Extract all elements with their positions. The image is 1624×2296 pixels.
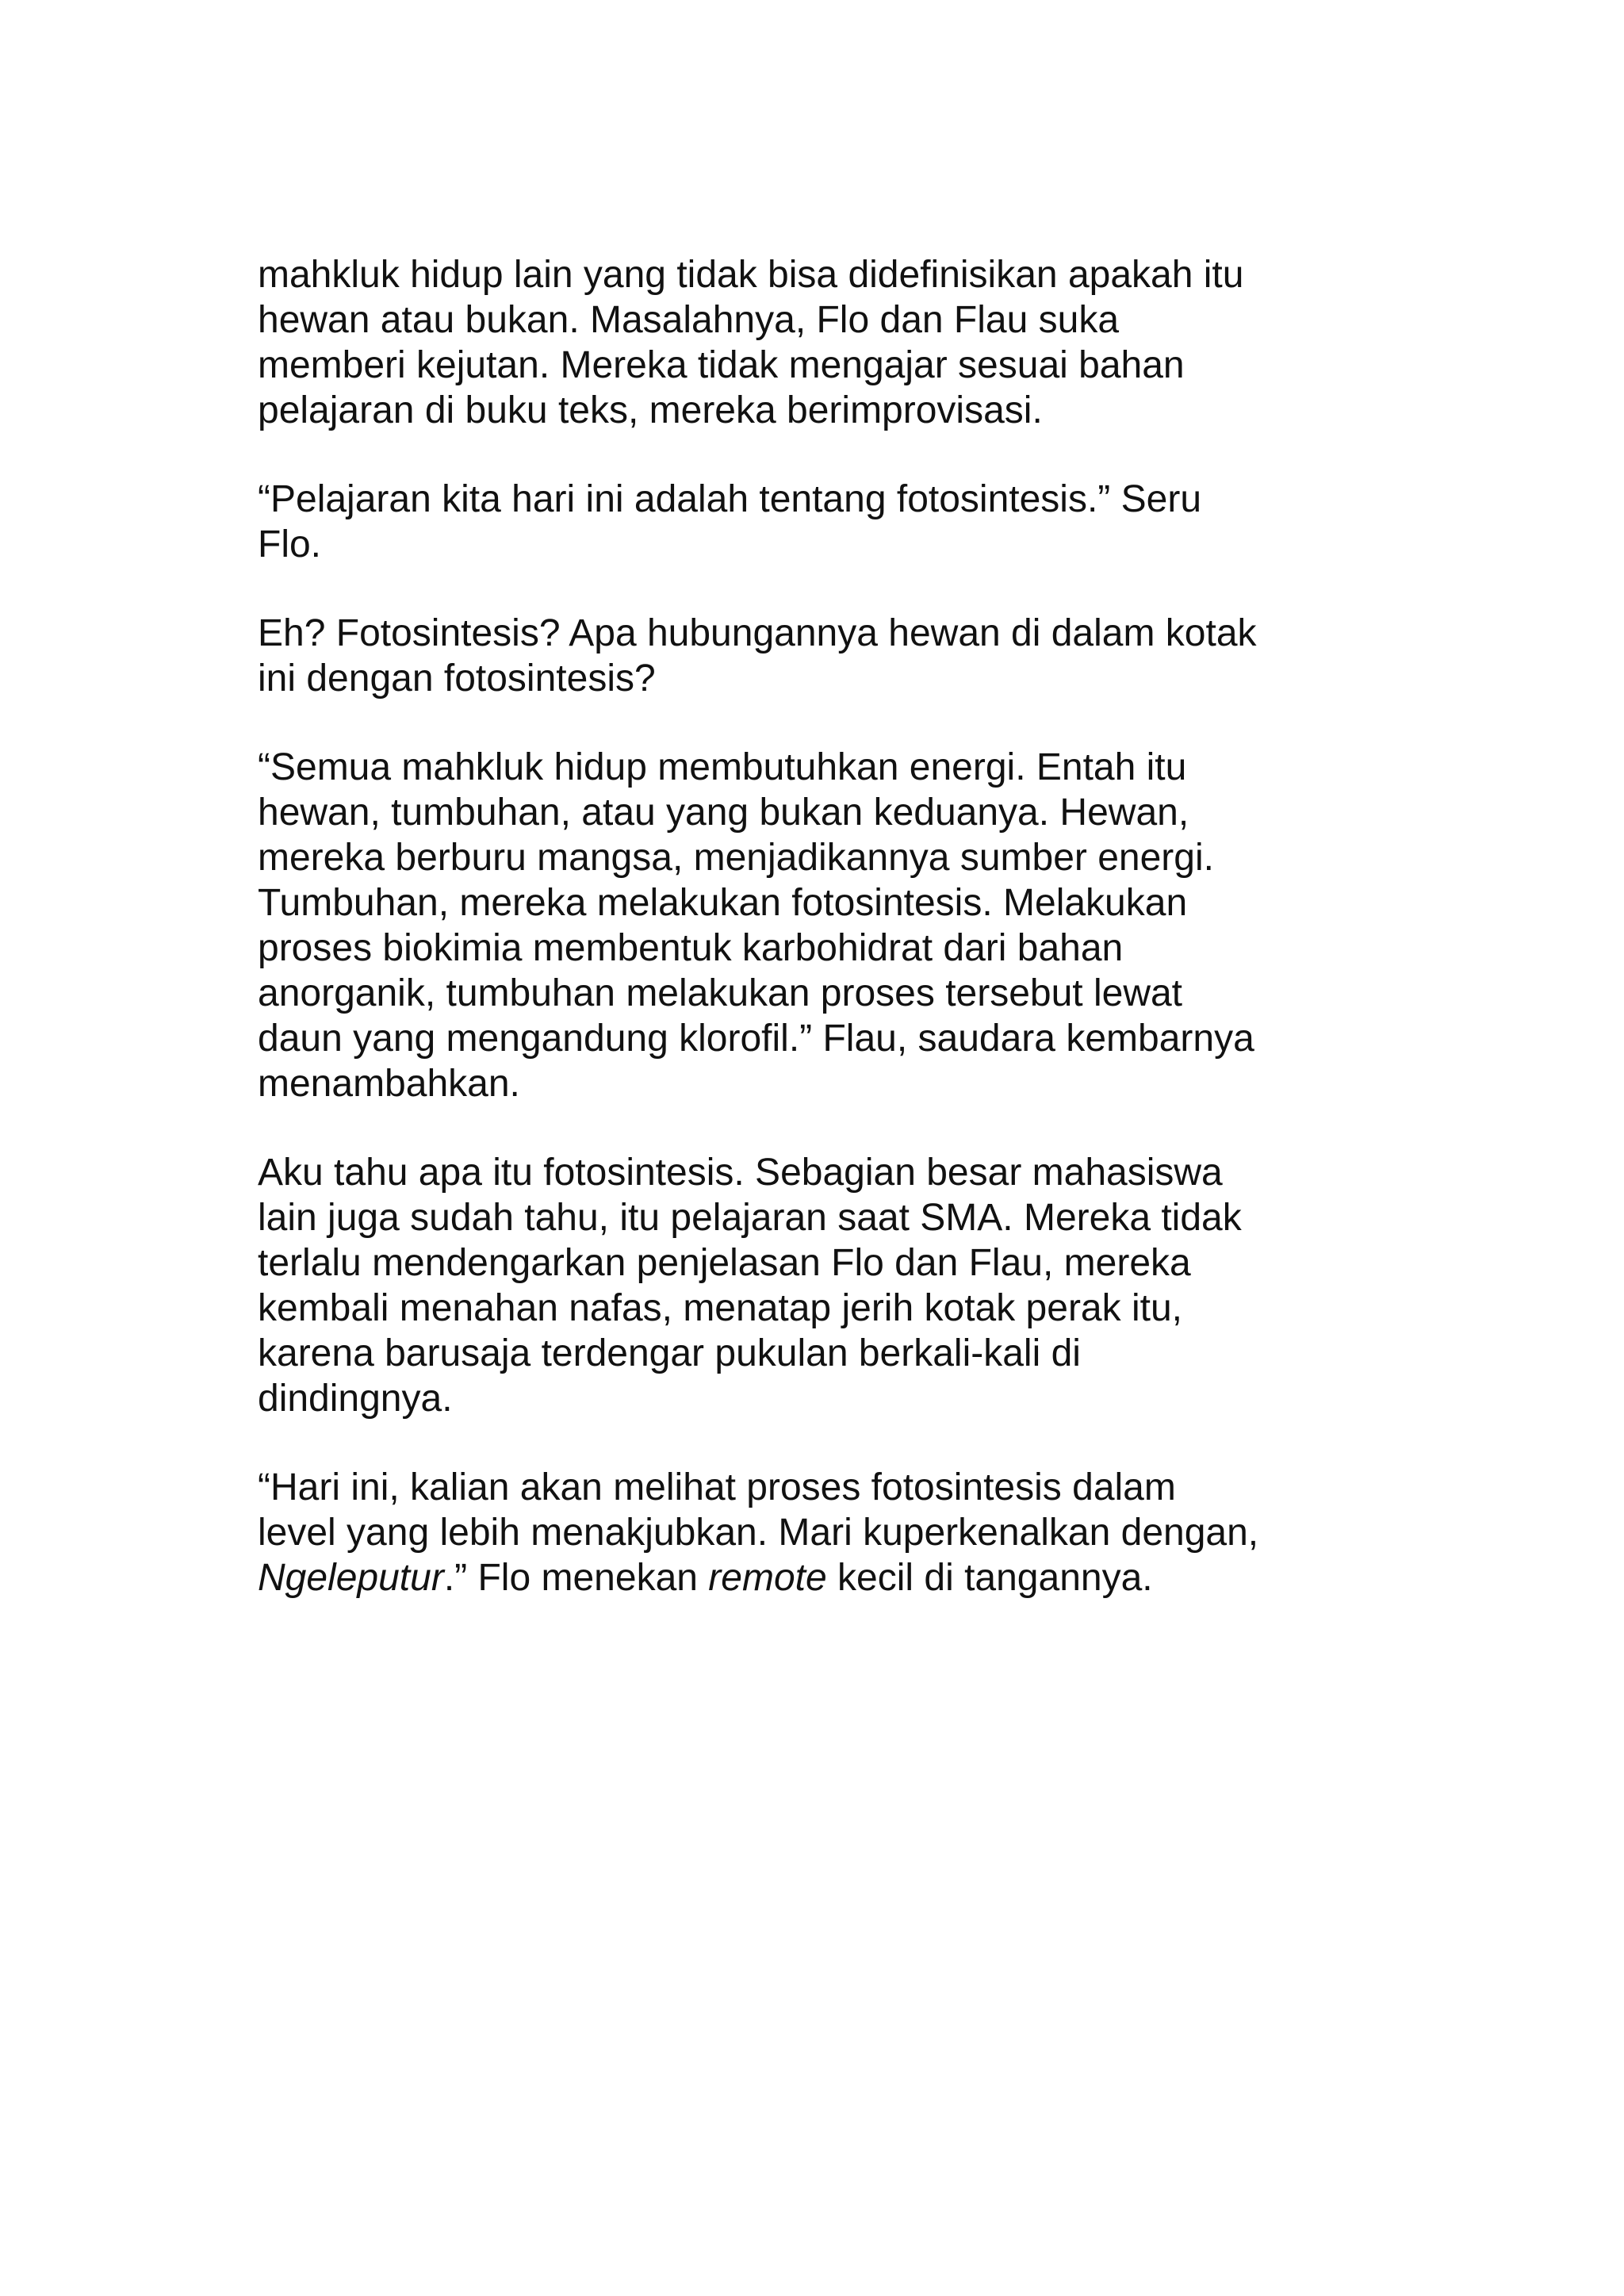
text-line: level yang lebih menakjubkan. Mari kuperkenalkan dengan,: [258, 1512, 1259, 1554]
text-line-mixed-style: [258, 1555, 1400, 1600]
text-line: Tumbuhan, mereka melakukan fotosintesis. Melakukan: [258, 882, 1188, 924]
text-line: kembali menahan nafas, menatap jerih kotak perak itu,: [258, 1287, 1182, 1329]
italic-term: Ngeleputur: [258, 1557, 444, 1599]
paragraph-2: [258, 477, 1400, 567]
paragraph-3: [258, 611, 1400, 701]
text-line: anorganik, tumbuhan melakukan proses tersebut lewat: [258, 972, 1183, 1014]
paragraph-4: [258, 745, 1400, 1106]
paragraph-5: [258, 1150, 1400, 1421]
page-body-text: [258, 252, 1400, 1644]
text-line: daun yang mengandung klorofil.” Flau, saudara kembarnya: [258, 1018, 1254, 1060]
text-line: Eh? Fotosintesis? Apa hubungannya hewan di dalam kotak: [258, 612, 1257, 654]
text-segment: .” Flo menekan: [443, 1557, 709, 1599]
text-segment: kecil di tangannya.: [826, 1557, 1153, 1599]
paragraph-1: [258, 252, 1400, 433]
text-line: “Hari ini, kalian akan melihat proses fotosintesis dalam: [258, 1466, 1176, 1508]
text-line: menambahkan.: [258, 1063, 520, 1105]
text-line: “Semua mahkluk hidup membutuhkan energi. Entah itu: [258, 746, 1187, 788]
text-line: hewan atau bukan. Masalahnya, Flo dan Flau suka: [258, 299, 1120, 341]
text-line: mahkluk hidup lain yang tidak bisa didefinisikan apakah itu: [258, 254, 1244, 296]
text-line: lain juga sudah tahu, itu pelajaran saat SMA. Mereka tidak: [258, 1197, 1242, 1239]
text-line: Aku tahu apa itu fotosintesis. Sebagian besar mahasiswa: [258, 1152, 1223, 1194]
text-line: Flo.: [258, 523, 322, 565]
text-line: dindingnya.: [258, 1378, 453, 1420]
paragraph-6: [258, 1465, 1400, 1600]
text-line: ini dengan fotosintesis?: [258, 657, 656, 700]
text-line: pelajaran di buku teks, mereka berimprovisasi.: [258, 389, 1043, 431]
text-line: memberi kejutan. Mereka tidak mengajar sesuai bahan: [258, 344, 1185, 386]
text-line: proses biokimia membentuk karbohidrat dari bahan: [258, 927, 1124, 969]
text-line: terlalu mendengarkan penjelasan Flo dan Flau, mereka: [258, 1242, 1191, 1284]
text-line: karena barusaja terdengar pukulan berkali-kali di: [258, 1332, 1081, 1374]
text-line: “Pelajaran kita hari ini adalah tentang fotosintesis.” Seru: [258, 478, 1202, 520]
text-line: mereka berburu mangsa, menjadikannya sumber energi.: [258, 837, 1214, 879]
italic-term: remote: [708, 1557, 827, 1599]
text-line: hewan, tumbuhan, atau yang bukan keduanya. Hewan,: [258, 792, 1189, 834]
